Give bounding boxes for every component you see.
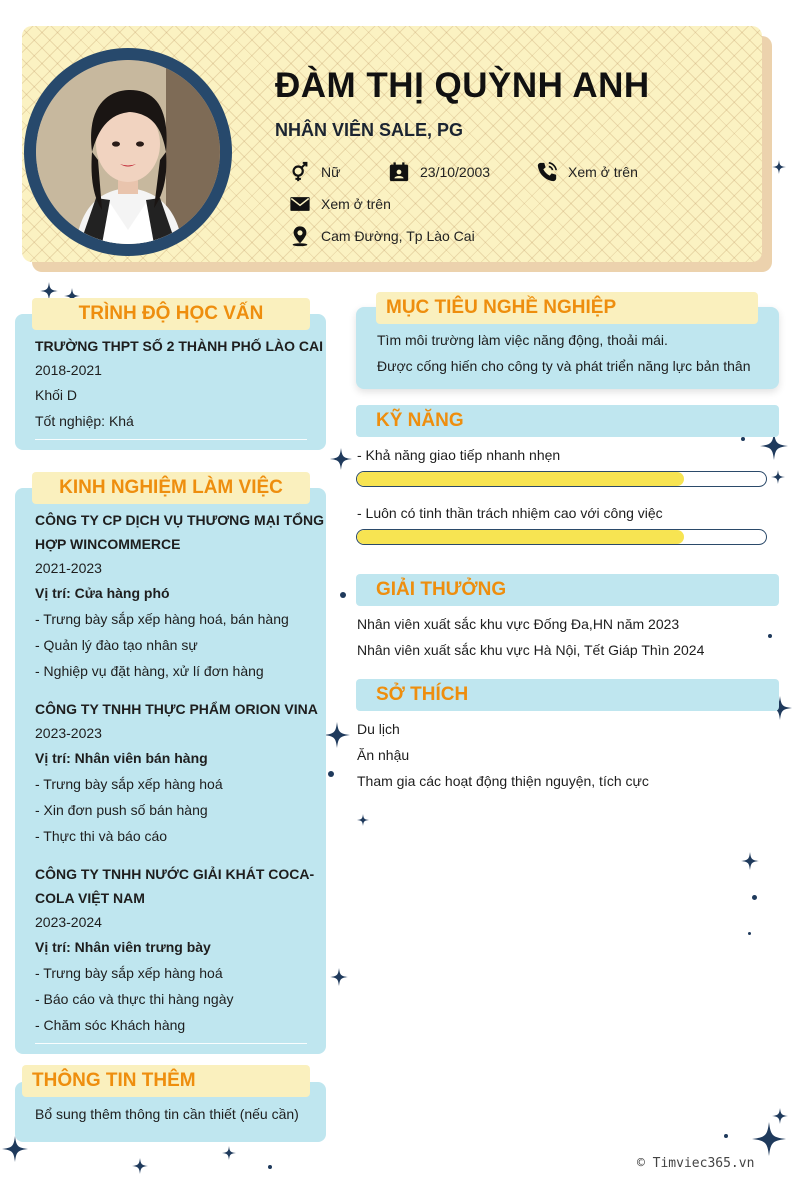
skill-label: - Khả năng giao tiếp nhanh nhẹn (357, 447, 561, 463)
gender-icon (289, 161, 311, 183)
star-decoration-icon (330, 448, 352, 470)
dot-decoration (340, 592, 346, 598)
job-task: - Xin đơn push số bán hàng (35, 802, 208, 818)
objective-line: Tìm môi trường làm việc năng động, thoải mái. (377, 332, 668, 348)
dot-decoration (268, 1165, 272, 1169)
job-task: - Nghiệp vụ đặt hàng, xử lí đơn hàng (35, 663, 264, 679)
calendar-icon (388, 161, 410, 183)
job-task: - Thực thi và báo cáo (35, 828, 168, 844)
portrait-illustration-icon (36, 60, 220, 244)
dot-decoration (724, 1134, 728, 1138)
email-info (289, 193, 391, 215)
school-name: TRƯỜNG THPT SỐ 2 THÀNH PHỐ LÀO CAI (35, 338, 324, 354)
dot-decoration (741, 437, 745, 441)
star-decoration-icon (132, 1158, 148, 1174)
star-decoration-icon (772, 160, 786, 174)
job-task: - Quản lý đào tạo nhân sự (35, 637, 198, 653)
education-title: TRÌNH ĐỘ HỌC VẤN (32, 298, 310, 330)
education-card (15, 314, 326, 450)
phone-icon (536, 161, 558, 183)
job-position: Vị trí: Nhân viên bán hàng (35, 750, 208, 766)
dot-decoration (748, 932, 751, 935)
dot-decoration (752, 895, 757, 900)
candidate-name: ĐÀM THỊ QUỲNH ANH (275, 66, 650, 105)
job-task: - Trưng bày sắp xếp hàng hoá, bán hàng (35, 611, 289, 627)
education-period: 2018-2021 (35, 362, 102, 378)
job-task: - Trưng bày sắp xếp hàng hoá (35, 965, 223, 981)
job-period: 2021-2023 (35, 560, 102, 576)
objective-line: Được cống hiến cho công ty và phát triển năng lực bản thân (377, 358, 751, 374)
education-major: Khối D (35, 387, 78, 403)
phone-text: Xem ở trên (568, 164, 638, 180)
skills-title: KỸ NĂNG (356, 405, 779, 437)
star-decoration-icon (330, 968, 348, 986)
star-decoration-icon (222, 1146, 236, 1160)
divider (35, 1043, 307, 1044)
company-name: CÔNG TY CP DỊCH VỤ THƯƠNG MẠI TỔNG (35, 512, 325, 528)
objective-title: MỤC TIÊU NGHỀ NGHIỆP (376, 292, 758, 324)
star-decoration-icon (752, 1122, 786, 1156)
job-period: 2023-2024 (35, 914, 102, 930)
skill-label: - Luôn có tinh thần trách nhiệm cao với công việc (357, 505, 663, 521)
education-grade: Tốt nghiệp: Khá (35, 413, 134, 429)
star-decoration-icon (741, 852, 759, 870)
birthday-text: 23/10/2003 (420, 164, 491, 180)
hobby-item: Ăn nhậu (357, 747, 410, 763)
awards-title: GIẢI THƯỞNG (356, 574, 779, 606)
company-name-cont: HỢP WINCOMMERCE (35, 536, 181, 552)
skill-bar (356, 471, 767, 487)
job-task: - Trưng bày sắp xếp hàng hoá (35, 776, 223, 792)
award-item: Nhân viên xuất sắc khu vực Hà Nội, Tết Giáp Thìn 2024 (357, 642, 705, 658)
email-icon (289, 193, 311, 215)
email-text: Xem ở trên (321, 196, 391, 212)
experience-title: KINH NGHIỆM LÀM VIỆC (32, 472, 310, 504)
avatar (36, 60, 220, 244)
job-position: Vị trí: Cửa hàng phó (35, 585, 170, 601)
hobbies-title: SỞ THÍCH (356, 679, 779, 711)
job-task: - Chăm sóc Khách hàng (35, 1017, 186, 1033)
gender-info (289, 161, 340, 183)
job-title: NHÂN VIÊN SALE, PG (275, 120, 464, 140)
hobby-item: Du lịch (357, 721, 400, 737)
copyright: © Timviec365.vn (637, 1156, 755, 1171)
company-name: CÔNG TY TNHH NƯỚC GIẢI KHÁT COCA- (35, 866, 315, 882)
star-decoration-icon (324, 722, 350, 748)
dot-decoration (768, 634, 772, 638)
skill-bar (356, 529, 767, 545)
extra-info-text: Bổ sung thêm thông tin cần thiết (nếu cần) (35, 1106, 299, 1122)
hobby-item: Tham gia các hoạt động thiện nguyện, tích cực (357, 773, 649, 789)
company-name: CÔNG TY TNHH THỰC PHẨM ORION VINA (35, 701, 318, 717)
location-pin-icon (289, 225, 311, 247)
company-name-cont: COLA VIỆT NAM (35, 890, 145, 906)
address-text: Cam Đường, Tp Lào Cai (321, 228, 475, 244)
award-item: Nhân viên xuất sắc khu vực Đống Đa,HN năm 2023 (357, 616, 680, 632)
job-task: - Báo cáo và thực thi hàng ngày (35, 991, 234, 1007)
job-position: Vị trí: Nhân viên trưng bày (35, 939, 211, 955)
phone-info (536, 161, 638, 183)
skill-bar-fill (357, 472, 684, 486)
star-decoration-icon (357, 814, 369, 826)
dot-decoration (328, 771, 334, 777)
extra-info-title: THÔNG TIN THÊM (22, 1065, 310, 1097)
address-info (289, 225, 475, 247)
skill-bar-fill (357, 530, 684, 544)
job-period: 2023-2023 (35, 725, 102, 741)
star-decoration-icon (771, 470, 785, 484)
gender-text: Nữ (321, 164, 341, 180)
star-decoration-icon (772, 1108, 788, 1124)
birthday-info (388, 161, 490, 183)
divider (35, 439, 307, 440)
